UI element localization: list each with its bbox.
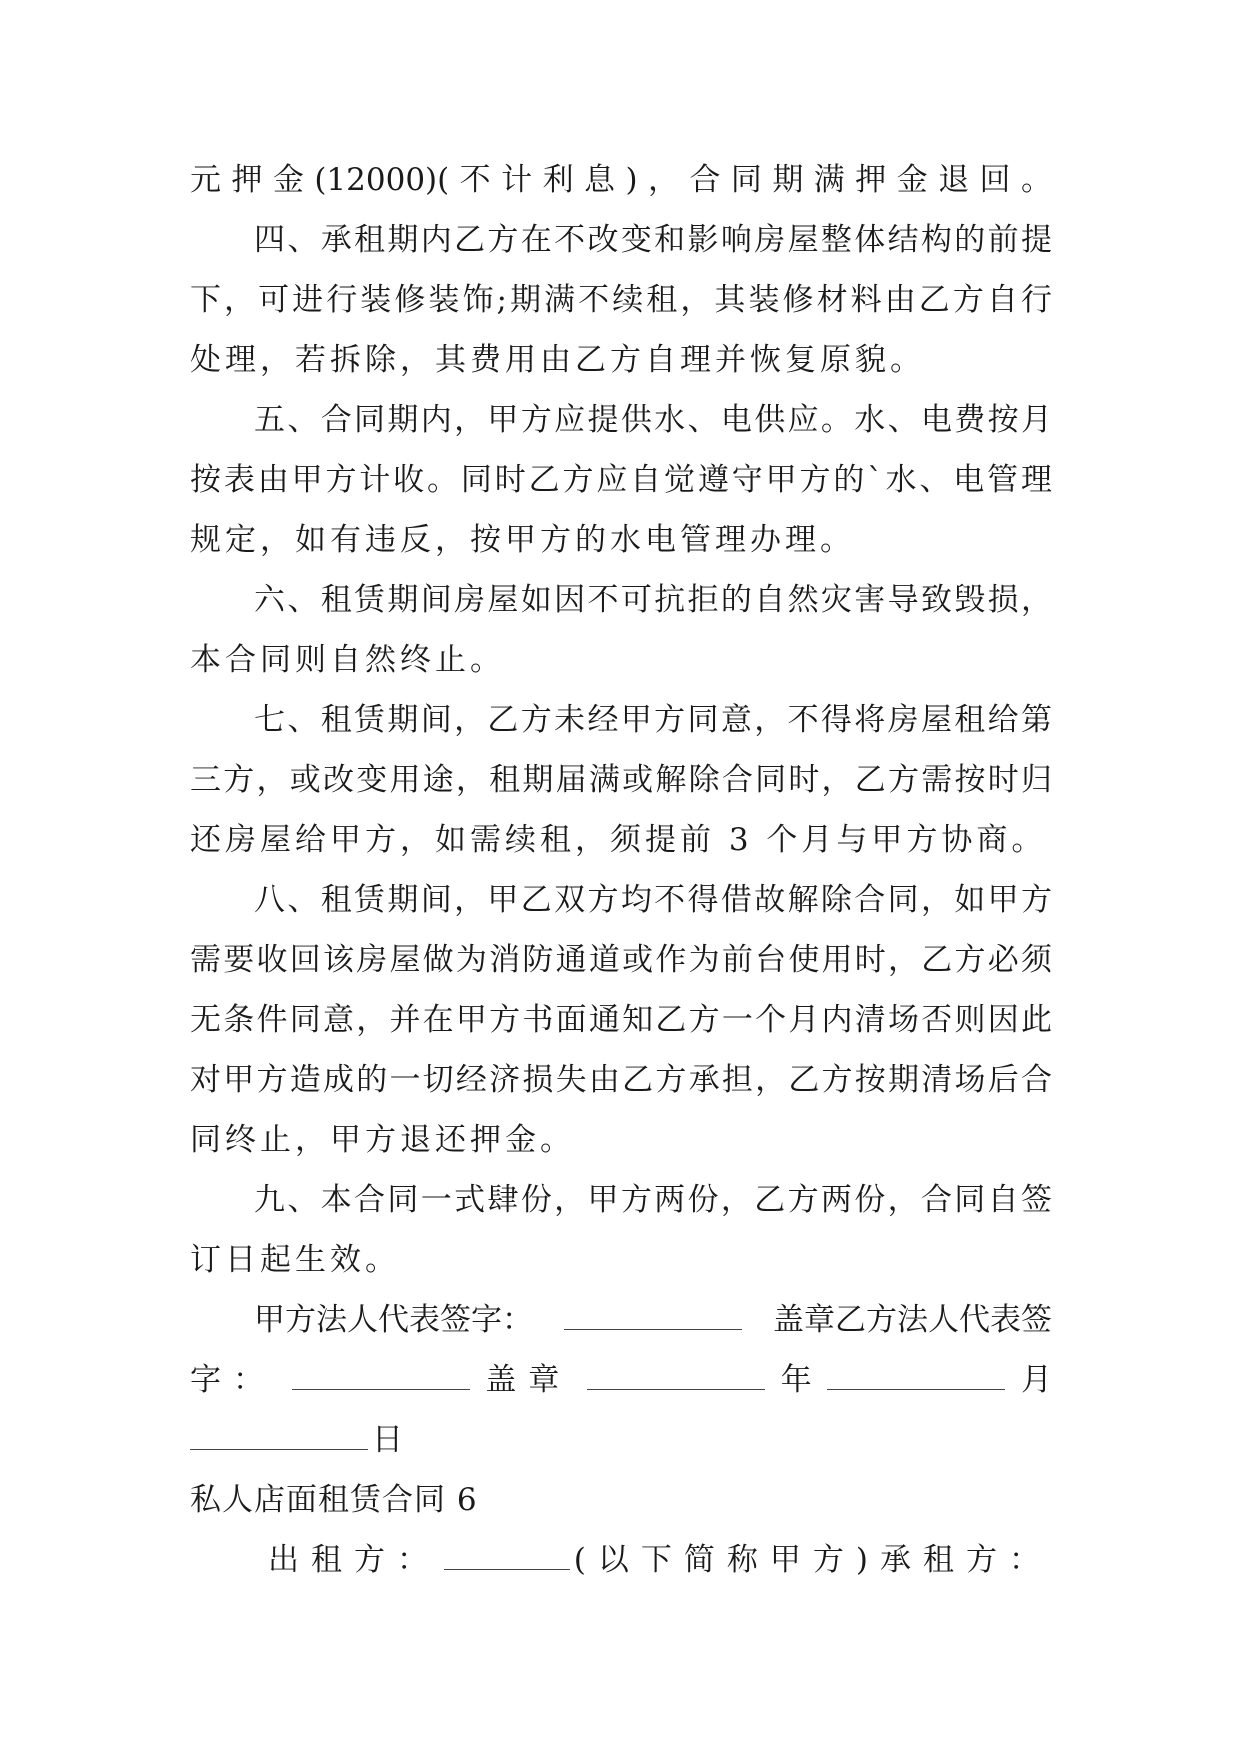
paragraph-line: 同终止，甲方退还押金。 — [190, 1122, 575, 1158]
lessor-label: 出租方： — [268, 1542, 440, 1578]
paragraph-line: 九、本合同一式肆份，甲方两份，乙方两份，合同自签 — [254, 1182, 1052, 1218]
signature-line-3 — [190, 1410, 1052, 1470]
paragraph-line: 五、合同期内，甲方应提供水、电供应。水、电费按月 — [254, 402, 1052, 438]
paragraph-line: 六、租赁期间房屋如因不可抗拒的自然灾害导致毁损， — [254, 582, 1052, 618]
lessor-line — [190, 1530, 1052, 1590]
paragraph-line: 规定，如有违反，按甲方的水电管理办理。 — [190, 522, 855, 558]
day-blank — [190, 1413, 368, 1450]
day-label: 日 — [372, 1422, 407, 1458]
seal-party-b-label: 盖章乙方法人代表签 — [773, 1302, 1052, 1338]
paragraph-line: 无条件同意，并在甲方书面通知乙方一个月内清场否则因此 — [190, 1002, 1052, 1038]
party-a-signature-blank — [564, 1293, 742, 1330]
paragraph-line: 元押金(12000)(不计利息)，合同期满押金退回。 — [190, 162, 1052, 198]
month-blank — [827, 1353, 1005, 1390]
paragraph-line: 下，可进行装修装饰;期满不续租，其装修材料由乙方自行 — [190, 282, 1052, 318]
paragraph-line: 处理，若拆除，其费用由乙方自理并恢复原貌。 — [190, 342, 925, 378]
paragraph-line: 八、租赁期间，甲乙双方均不得借故解除合同，如甲方 — [254, 882, 1052, 918]
paragraph-line: 三方，或改变用途，租期届满或解除合同时，乙方需按时归 — [190, 762, 1052, 798]
document-page — [190, 150, 1052, 1590]
signature-line-1 — [190, 1290, 1052, 1350]
abbreviation-note: (以下简称甲方) — [573, 1542, 880, 1578]
paragraph-line: 需要收回该房屋做为消防通道或作为前台使用时，乙方必须 — [190, 942, 1052, 978]
seal-label: 盖章 — [485, 1362, 572, 1398]
paragraph-line: 订日起生效。 — [190, 1242, 400, 1278]
month-label: 月 — [1020, 1362, 1052, 1398]
paragraph-line: 七、租赁期间，乙方未经甲方同意，不得将房屋租给第 — [254, 702, 1052, 738]
paragraph-line: 本合同则自然终止。 — [190, 642, 505, 678]
party-b-signature-label: 字： — [190, 1362, 276, 1398]
year-label: 年 — [780, 1362, 812, 1398]
paragraph-line: 按表由甲方计收。同时乙方应自觉遵守甲方的`水、电管理 — [190, 462, 1052, 498]
paragraph-line: 还房屋给甲方，如需续租，须提前 3 个月与甲方协商。 — [190, 822, 1047, 858]
party-b-signature-blank — [292, 1353, 470, 1390]
section-title: 私人店面租赁合同 6 — [190, 1482, 478, 1518]
paragraph-line: 对甲方造成的一切经济损失由乙方承担，乙方按期清场后合 — [190, 1062, 1052, 1098]
paragraph-line: 四、承租期内乙方在不改变和影响房屋整体结构的前提 — [254, 222, 1052, 258]
lessor-blank — [444, 1533, 570, 1570]
party-a-signature-label: 甲方法人代表签字： — [254, 1302, 533, 1338]
year-blank — [587, 1353, 765, 1390]
lessee-label: 承租方： — [880, 1542, 1052, 1578]
signature-line-2 — [190, 1350, 1052, 1410]
